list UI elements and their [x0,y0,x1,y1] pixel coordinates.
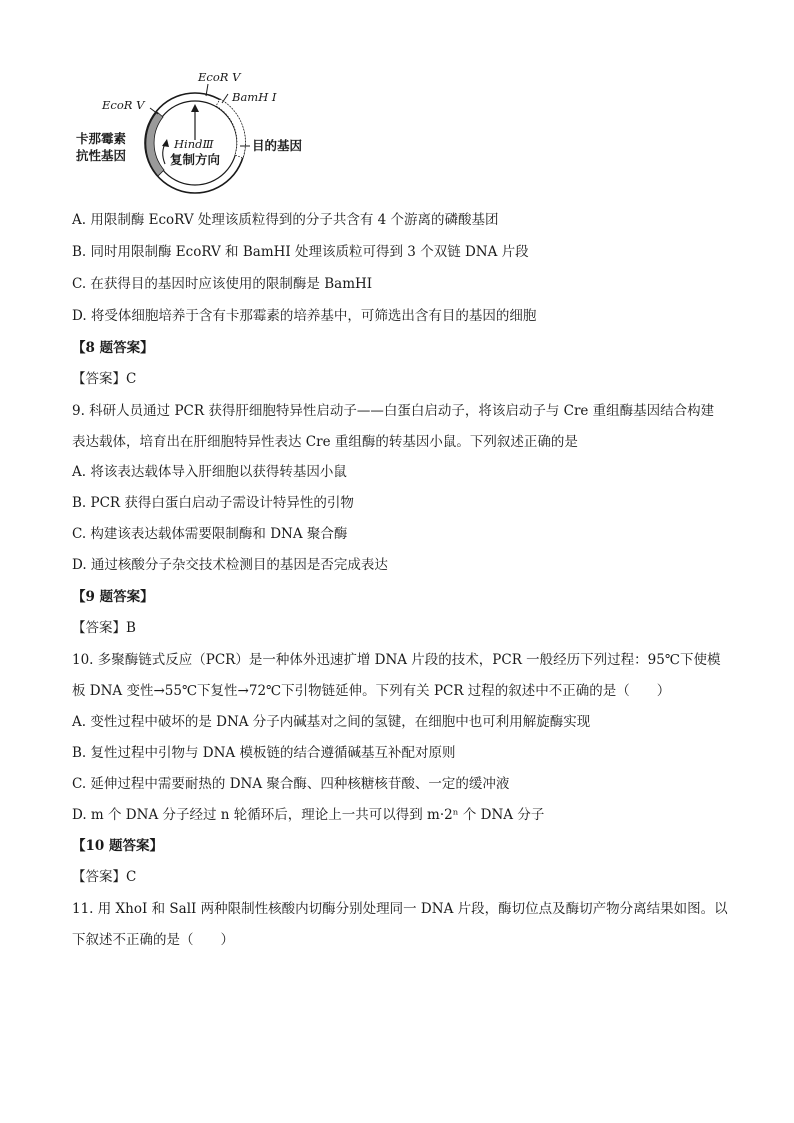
bamhi-tick [222,94,228,103]
q10-option-c: C. 延伸过程中需要耐热的 DNA 聚合酶、四种核糖核苷酸、一定的缓冲液 [72,776,510,792]
q8-answer: 【答案】C [72,371,137,387]
target-gene-segment [216,99,245,158]
label-kanamycin-line2: 抗性基因 [76,148,127,163]
q8-option-b: B. 同时用限制酶 EcoRV 和 BamHI 处理该质粒可得到 3 个双链 DNA 片段 [72,244,529,260]
replication-arrow-head-icon [162,139,169,147]
q10-answer-section: 【10 题答案】 [72,838,163,854]
q8-option-d: D. 将受体细胞培养于含有卡那霉素的培养基中，可筛选出含有目的基因的细胞 [72,308,537,324]
q10-option-d: D. m 个 DNA 分子经过 n 轮循环后，理论上一共可以得到 m·2ⁿ 个 DNA 分子 [72,807,545,823]
q11-stem-line1: 11. 用 XhoI 和 SalI 两种限制性核酸内切酶分别处理同一 DNA 片段，酶切位点及酶切产物分离结果如图。以 [72,901,728,917]
q9-stem-line1: 9. 科研人员通过 PCR 获得肝细胞特异性启动子——白蛋白启动子，将该启动子与 Cre 重组酶基因结合构建 [72,403,715,419]
q10-stem-line1: 10. 多聚酶链式反应（PCR）是一种体外迅速扩增 DNA 片段的技术，PCR 一般经历下列过程：95℃下使模 [72,652,721,668]
label-ecorv-left: EcoR Ⅴ [102,98,145,112]
q9-option-c: C. 构建该表达载体需要限制酶和 DNA 聚合酶 [72,526,348,542]
label-replication: 复制方向 [170,152,221,167]
kanamycin-resistance-segment [146,112,164,176]
q9-option-b: B. PCR 获得白蛋白启动子需设计特异性的引物 [72,495,354,511]
plasmid-diagram [70,68,320,198]
q8-option-c: C. 在获得目的基因时应该使用的限制酶是 BamHI [72,276,373,292]
label-target-gene: 目的基因 [252,138,303,153]
label-hind: HindⅢ [174,137,214,151]
q10-option-a: A. 变性过程中破坏的是 DNA 分子内碱基对之间的氢键，在细胞中也可利用解旋酶实现 [72,714,591,730]
label-bamhi: BamH Ⅰ [232,90,277,104]
label-kanamycin-line1: 卡那霉素 [76,131,127,146]
q8-answer-section: 【8 题答案】 [72,340,154,356]
hind-arrow-icon [191,104,199,112]
q9-answer-section: 【9 题答案】 [72,589,154,605]
q11-stem-line2: 下叙述不正确的是（ ） [72,932,234,948]
q10-answer: 【答案】C [72,869,137,885]
q9-answer: 【答案】B [72,620,136,636]
q10-stem-line2: 板 DNA 变性→55℃下复性→72℃下引物链延伸。下列有关 PCR 过程的叙述中不正确的是（ ） [72,683,671,699]
label-ecorv-top: EcoR Ⅴ [198,70,241,84]
q8-option-a: A. 用限制酶 EcoRV 处理该质粒得到的分子共含有 4 个游离的磷酸基团 [72,212,499,228]
q9-option-d: D. 通过核酸分子杂交技术检测目的基因是否完成表达 [72,557,388,573]
q9-stem-line2: 表达载体，培育出在肝细胞特异性表达 Cre 重组酶的转基因小鼠。下列叙述正确的是 [72,434,578,450]
q9-option-a: A. 将该表达载体导入肝细胞以获得转基因小鼠 [72,464,347,480]
q10-option-b: B. 复性过程中引物与 DNA 模板链的结合遵循碱基互补配对原则 [72,745,456,761]
